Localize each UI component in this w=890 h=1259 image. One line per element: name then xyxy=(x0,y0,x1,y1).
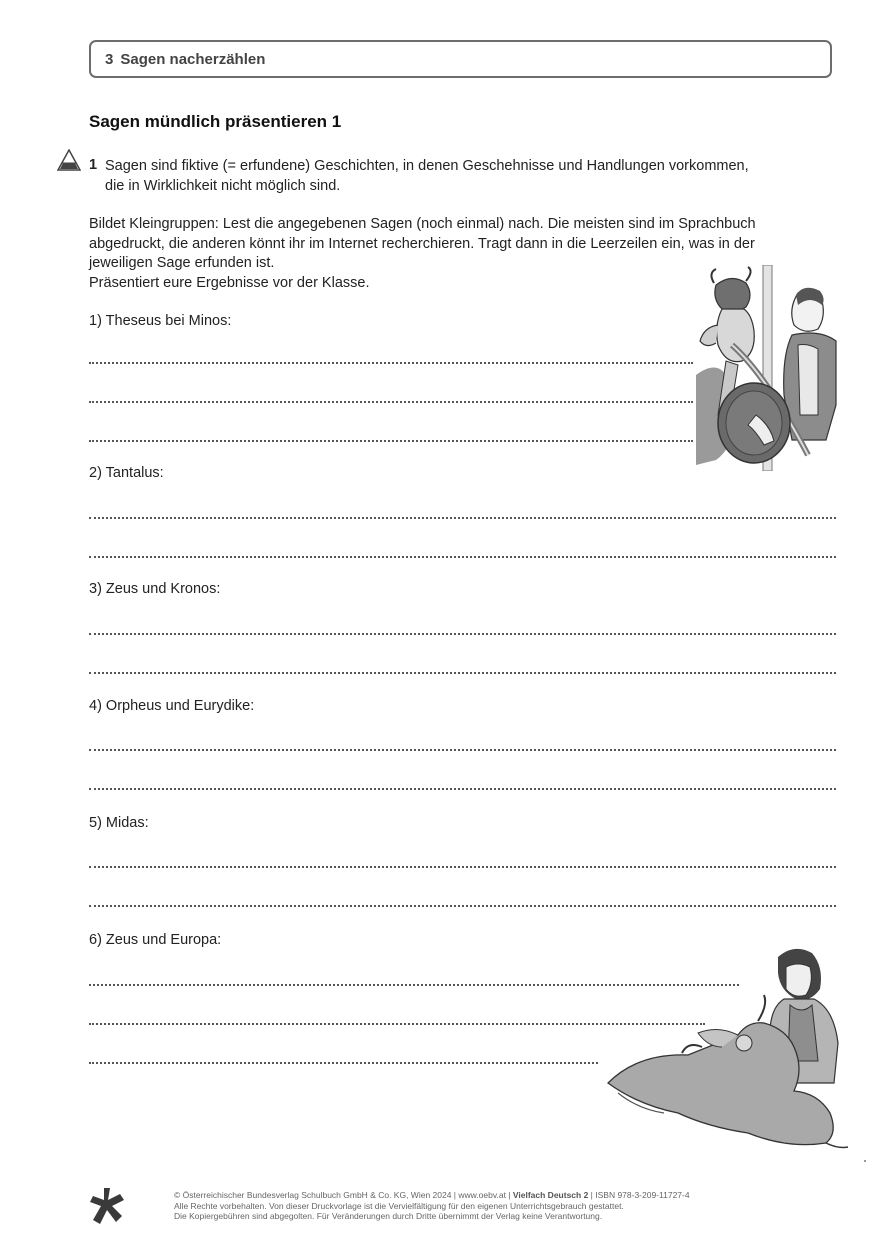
instruction-line: Bildet Kleingruppen: Lest die angegebenen Sagen (noch einmal) nach. Die meisten sind im Sprachbuch xyxy=(89,216,756,232)
answer-line[interactable] xyxy=(89,1062,598,1064)
answer-line[interactable] xyxy=(89,556,836,558)
publisher-logo-icon xyxy=(88,1186,126,1226)
level-triangle-icon xyxy=(57,149,81,171)
chapter-title: Sagen nacherzählen xyxy=(120,50,266,68)
answer-line[interactable] xyxy=(89,633,836,635)
task-intro-line: die in Wirklichkeit nicht möglich sind. xyxy=(105,177,341,194)
answer-line[interactable] xyxy=(89,362,693,364)
task-intro xyxy=(105,157,749,196)
instruction-line: abgedruckt, die anderen könnt ihr im Internet recherchieren. Tragt dann in die Leerzeilen ein, was in der xyxy=(89,235,755,252)
task-instructions xyxy=(89,215,756,293)
page-marker xyxy=(864,1160,866,1162)
footer-line: © Österreichischer Bundesverlag Schulbuch GmbH & Co. KG, Wien 2024 | www.oebv.at | Vielfach Deutsch 2 | ISBN 978-3-209-11727-4 xyxy=(174,1190,690,1200)
europa-bull-illustration xyxy=(598,943,854,1153)
section-label-zeus-europa: 6) Zeus und Europa: xyxy=(89,932,222,948)
section-label-midas: 5) Midas: xyxy=(89,815,149,831)
book-title: Vielfach Deutsch 2 xyxy=(512,1190,589,1200)
footer-line: Die Kopiergebühren sind abgegolten. Für Veränderungen durch Dritte übernimmt der Verlag keine Verantwortung. xyxy=(174,1211,603,1222)
section-label-tantalus: 2) Tantalus: xyxy=(89,465,164,481)
chapter-header xyxy=(89,40,832,78)
section-label-orpheus: 4) Orpheus und Eurydike: xyxy=(89,698,255,714)
footer-text xyxy=(174,1190,690,1222)
answer-line[interactable] xyxy=(89,866,836,868)
answer-line[interactable] xyxy=(89,905,836,907)
answer-line[interactable] xyxy=(89,788,836,790)
answer-line[interactable] xyxy=(89,517,836,519)
answer-line[interactable] xyxy=(89,749,836,751)
instruction-line: jeweiligen Sage erfunden ist. xyxy=(89,255,275,271)
task-intro-line: Sagen sind fiktive (= erfundene) Geschichten, in denen Geschehnisse und Handlungen vorkommen, xyxy=(105,158,749,174)
answer-line[interactable] xyxy=(89,440,693,442)
task-number: 1 xyxy=(89,157,98,173)
theseus-minotaur-illustration xyxy=(696,265,838,471)
page-title: Sagen mündlich präsentieren 1 xyxy=(89,112,342,131)
section-label-zeus-kronos: 3) Zeus und Kronos: xyxy=(89,581,221,597)
instruction-line: Präsentiert eure Ergebnisse vor der Klasse. xyxy=(89,274,370,291)
answer-line[interactable] xyxy=(89,401,693,403)
chapter-number: 3 xyxy=(105,50,114,68)
section-label-theseus: 1) Theseus bei Minos: xyxy=(89,313,232,329)
footer-line: Alle Rechte vorbehalten. Von dieser Druckvorlage ist die Vervielfältigung für den eigenen Unterrichtsgebrauch gestattet. xyxy=(174,1200,624,1211)
answer-line[interactable] xyxy=(89,672,836,674)
